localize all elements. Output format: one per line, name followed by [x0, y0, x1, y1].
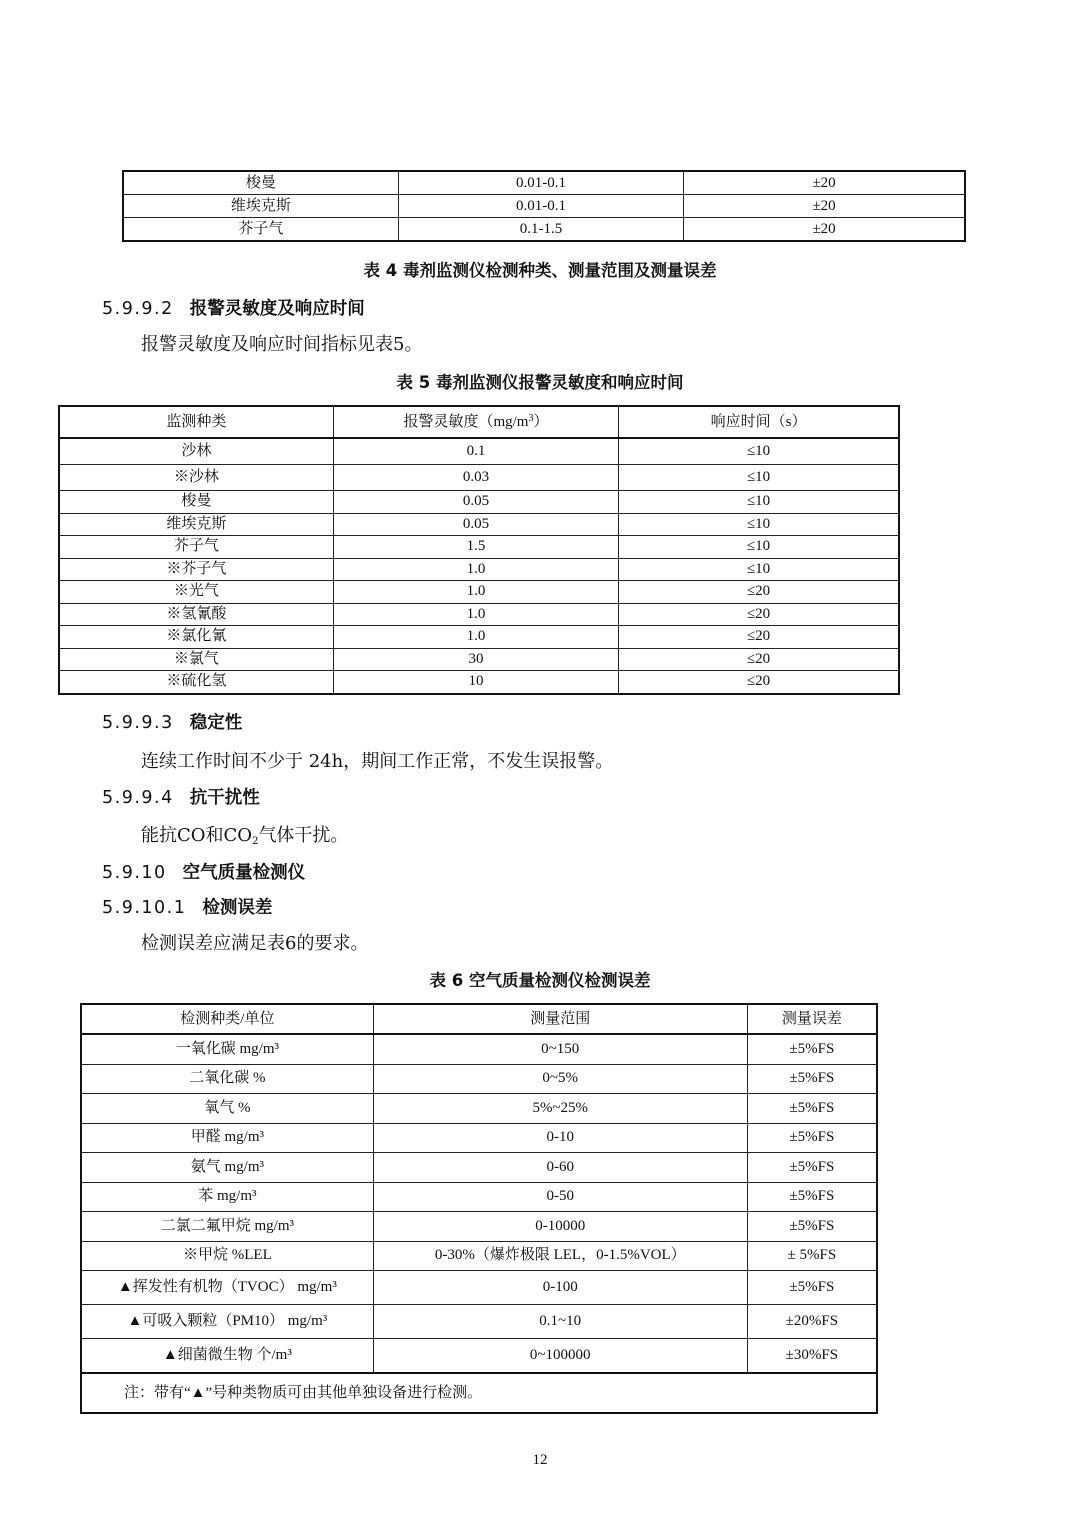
table-row: [81, 1064, 877, 1094]
table-row: [81, 1123, 877, 1153]
table-6-caption: 表 6 空气质量检测仪检测误差: [429, 971, 651, 990]
table-row: [59, 438, 899, 465]
section-title: 报警灵敏度及响应时间: [189, 299, 365, 319]
table-row: [123, 195, 965, 218]
table-cell: ±5%FS: [747, 1064, 877, 1094]
table-cell: 梭曼: [59, 491, 333, 514]
paragraph-text: 气体干扰。: [258, 825, 349, 846]
table-header-row: [59, 406, 899, 438]
table-cell: ≤20: [619, 581, 899, 604]
table-row: [81, 1339, 877, 1374]
table-5: [58, 405, 900, 695]
table-6: [80, 1003, 878, 1414]
section-heading-5994: [102, 784, 260, 809]
table-cell: ±5%FS: [747, 1182, 877, 1212]
table-row: [59, 558, 899, 581]
column-header: 监测种类: [59, 406, 333, 438]
section-number: 5.9.9.4: [102, 788, 174, 808]
table-row: [123, 171, 965, 195]
table-cell: 1.0: [333, 581, 618, 604]
table-cell: ≤20: [619, 626, 899, 649]
column-header: 报警灵敏度$(mg/m^3)$: [333, 406, 618, 438]
section-number: 5.9.10: [102, 863, 167, 883]
table-cell: ※光气: [59, 581, 333, 604]
paragraph-59101: 检测误差应满足表6的要求。: [141, 933, 369, 954]
table-cell: 梭曼: [123, 171, 398, 195]
table-cell: ≤10: [619, 513, 899, 536]
table-cell: 0.01-0.1: [398, 171, 683, 195]
table-cell: 芥子气: [59, 536, 333, 559]
table-cell: 0-50: [373, 1182, 747, 1212]
table-row: [59, 581, 899, 604]
table-cell: 0~5%: [373, 1064, 747, 1094]
table-row: [81, 1094, 877, 1124]
table-row: [81, 1153, 877, 1183]
section-number: 5.9.9.3: [102, 713, 174, 733]
table-cell: ±5%FS: [747, 1271, 877, 1305]
table-4-continued: [122, 170, 966, 242]
table-row: [59, 671, 899, 694]
table-cell: ±30%FS: [747, 1339, 877, 1374]
column-header: 响应时间（s）: [619, 406, 899, 438]
table-cell: ± 5%FS: [747, 1241, 877, 1271]
column-header: 检测种类/单位: [81, 1004, 373, 1034]
table-cell: ≤10: [619, 536, 899, 559]
table-cell: 0.03: [333, 465, 618, 491]
table-cell: 0~100000: [373, 1339, 747, 1374]
table-cell: 维埃克斯: [59, 513, 333, 536]
table-row: [81, 1241, 877, 1271]
table-cell: 0-10000: [373, 1212, 747, 1242]
paragraph-5992: 报警灵敏度及响应时间指标见表5。: [141, 334, 423, 355]
table-cell: 0.05: [333, 513, 618, 536]
table-cell: 氨气 mg/m³: [81, 1153, 373, 1183]
table-row: [59, 603, 899, 626]
table-note: 注：带有“▲”号种类物质可由其他单独设备进行检测。: [81, 1373, 877, 1413]
table-cell: 芥子气: [123, 218, 398, 242]
table-cell: 维埃克斯: [123, 195, 398, 218]
table-row: [59, 626, 899, 649]
table-cell: ±5%FS: [747, 1123, 877, 1153]
table-cell: 苯 mg/m³: [81, 1182, 373, 1212]
table-row: [59, 648, 899, 671]
section-title: 检测误差: [202, 898, 273, 918]
table-row: [81, 1305, 877, 1339]
table-cell: ±20: [684, 218, 965, 242]
table-cell: 0~150: [373, 1034, 747, 1064]
table-cell: ≤10: [619, 438, 899, 465]
table-cell: 氧气 %: [81, 1094, 373, 1124]
table-cell: ±20: [684, 195, 965, 218]
table-cell: 0.05: [333, 491, 618, 514]
table-cell: ≤20: [619, 648, 899, 671]
table-cell: 0-100: [373, 1271, 747, 1305]
section-heading-59101: [102, 894, 272, 919]
table-row: [123, 218, 965, 242]
table-cell: 1.5: [333, 536, 618, 559]
paragraph-5994: [141, 821, 348, 847]
table-cell: 0-60: [373, 1153, 747, 1183]
table-5-caption: 表 5 毒剂监测仪报警灵敏度和响应时间: [396, 373, 684, 392]
table-row: [81, 1271, 877, 1305]
table-cell: ※氯化氰: [59, 626, 333, 649]
table-row: [59, 513, 899, 536]
table-cell: 30: [333, 648, 618, 671]
section-title: 空气质量检测仪: [182, 863, 306, 883]
table-cell: ±5%FS: [747, 1212, 877, 1242]
table-row: [59, 465, 899, 491]
table-cell: ※硫化氢: [59, 671, 333, 694]
section-number: 5.9.10.1: [102, 898, 187, 918]
table-4-caption: 表 4 毒剂监测仪检测种类、测量范围及测量误差: [363, 261, 717, 280]
table-row: [81, 1034, 877, 1064]
table-cell: ≤20: [619, 671, 899, 694]
table-cell: ≤10: [619, 491, 899, 514]
table-note-row: [81, 1373, 877, 1413]
table-cell: ±20%FS: [747, 1305, 877, 1339]
table-cell: 0.1-1.5: [398, 218, 683, 242]
table-cell: ≤10: [619, 465, 899, 491]
section-title: 稳定性: [189, 713, 243, 733]
table-cell: 0.1~10: [373, 1305, 747, 1339]
section-number: 5.9.9.2: [102, 299, 174, 319]
table-row: [59, 536, 899, 559]
table-row: [81, 1212, 877, 1242]
table-cell: 0.1: [333, 438, 618, 465]
table-cell: 5%~25%: [373, 1094, 747, 1124]
column-header: 测量误差: [747, 1004, 877, 1034]
table-cell: ※氢氰酸: [59, 603, 333, 626]
table-cell: ▲可吸入颗粒（PM10） mg/m³: [81, 1305, 373, 1339]
table-cell: 1.0: [333, 558, 618, 581]
subscript: 2: [252, 836, 259, 847]
table-cell: ≤20: [619, 603, 899, 626]
table-cell: 沙林: [59, 438, 333, 465]
table-cell: 1.0: [333, 603, 618, 626]
table-cell: 0-30%（爆炸极限 LEL，0-1.5%VOL）: [373, 1241, 747, 1271]
paragraph-5993: 连续工作时间不少于 24h，期间工作正常，不发生误报警。: [141, 751, 614, 772]
table-cell: ▲细菌微生物 个/m³: [81, 1339, 373, 1374]
table-cell: ±20: [684, 171, 965, 195]
table-cell: 1.0: [333, 626, 618, 649]
table-cell: 二氧化碳 %: [81, 1064, 373, 1094]
table-cell: 0.01-0.1: [398, 195, 683, 218]
table-cell: ※氯气: [59, 648, 333, 671]
table-cell: ※芥子气: [59, 558, 333, 581]
page-number: 12: [532, 1452, 548, 1468]
section-heading-5993: [102, 709, 242, 734]
table-cell: ▲挥发性有机物（TVOC） mg/m³: [81, 1271, 373, 1305]
table-cell: ±5%FS: [747, 1094, 877, 1124]
section-heading-5910: [102, 859, 305, 884]
table-cell: ±5%FS: [747, 1034, 877, 1064]
table-cell: ≤10: [619, 558, 899, 581]
table-cell: ※沙林: [59, 465, 333, 491]
table-row: [59, 491, 899, 514]
table-cell: ※甲烷 %LEL: [81, 1241, 373, 1271]
paragraph-text: 能抗CO和CO: [141, 825, 253, 846]
table-cell: 0-10: [373, 1123, 747, 1153]
table-cell: 二氯二氟甲烷 mg/m³: [81, 1212, 373, 1242]
table-row: [81, 1182, 877, 1212]
section-title: 抗干扰性: [189, 788, 260, 808]
column-header: 测量范围: [373, 1004, 747, 1034]
table-header-row: [81, 1004, 877, 1034]
table-cell: 10: [333, 671, 618, 694]
table-cell: 甲醛 mg/m³: [81, 1123, 373, 1153]
section-heading-5992: [102, 295, 365, 320]
table-cell: ±5%FS: [747, 1153, 877, 1183]
table-cell: 一氧化碳 mg/m³: [81, 1034, 373, 1064]
